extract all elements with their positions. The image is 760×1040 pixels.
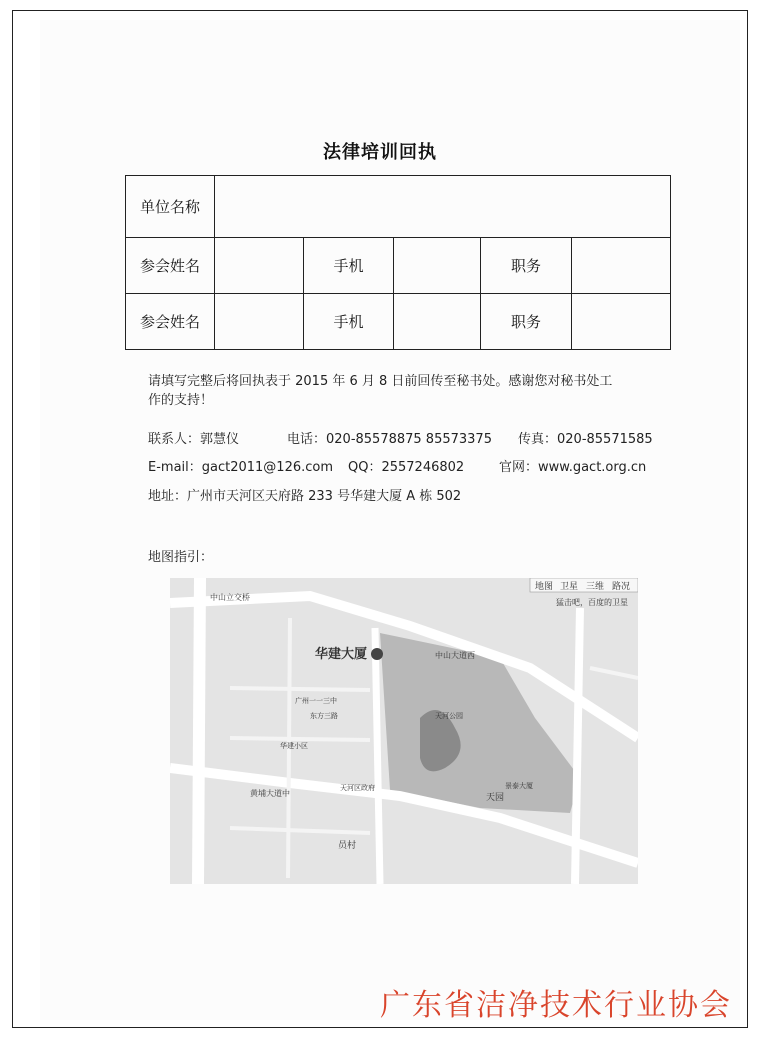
document-title: 法律培训回执 [323,142,437,163]
organization-signature: 广东省洁净技术行业协会 [380,988,732,1023]
place-label: 天园 [486,793,505,803]
place-label: 广州一一三中 [295,697,337,705]
contact-address: 地址：广州市天河区天府路 233 号华建大厦 A 栋 502 [148,489,462,504]
location-map[interactable] [170,578,638,884]
attendee-name-field[interactable] [215,294,304,350]
place-label: 天河公园 [435,712,463,720]
place-label: 天河区政府 [340,784,375,792]
contact-qq: QQ：2557246802 [348,460,465,475]
place-label: 华建小区 [280,742,308,750]
instruction-line-2: 作的支持！ [148,393,214,408]
contact-person: 联系人：郭慧仪 [148,432,240,447]
contact-phone: 电话：020-85578875 85573375 [287,432,492,447]
attendee-name-label: 参会姓名 [126,294,215,350]
position-field[interactable] [572,238,671,294]
phone-field[interactable] [394,238,481,294]
place-label: 东方三路 [310,712,338,720]
unit-name-label: 单位名称 [126,176,215,238]
unit-name-field[interactable] [215,176,671,238]
map-tab-satellite: 卫星 [560,582,579,592]
west-road [198,578,200,884]
contact-email: E-mail：gact2011@126.com [148,460,334,475]
contact-fax: 传真：020-85571585 [518,432,653,447]
tianfu-road [375,628,380,884]
phone-label: 手机 [304,238,394,294]
map-hint: 猛击吧，百度的卫星 [556,598,628,607]
target-label: 华建大厦 [315,647,368,662]
place-label: 景泰大厦 [505,782,533,790]
receipt-form [125,175,671,350]
position-label: 职务 [481,238,572,294]
attendee-name-field[interactable] [215,238,304,294]
position-field[interactable] [572,294,671,350]
road-label: 黄埔大道中 [250,789,290,798]
position-label: 职务 [481,294,572,350]
map-tab-3d: 三维 [586,582,605,592]
place-label: 中山立交桥 [210,593,250,602]
phone-field[interactable] [394,294,481,350]
map-tab-map: 地图 [535,582,554,592]
instruction-line-1: 请填写完整后将回执表于 2015 年 6 月 8 日前回传至秘书处。感谢您对秘书处工 [148,374,613,389]
map-pin-icon [371,648,383,660]
road-label: 中山大道西 [435,651,475,660]
map-heading: 地图指引： [148,550,214,565]
place-label: 员村 [338,841,357,851]
phone-label: 手机 [304,294,394,350]
attendee-name-label: 参会姓名 [126,238,215,294]
contact-website: 官网：www.gact.org.cn [499,460,647,475]
east-road [575,608,580,884]
map-tab-traffic: 路况 [612,582,631,592]
